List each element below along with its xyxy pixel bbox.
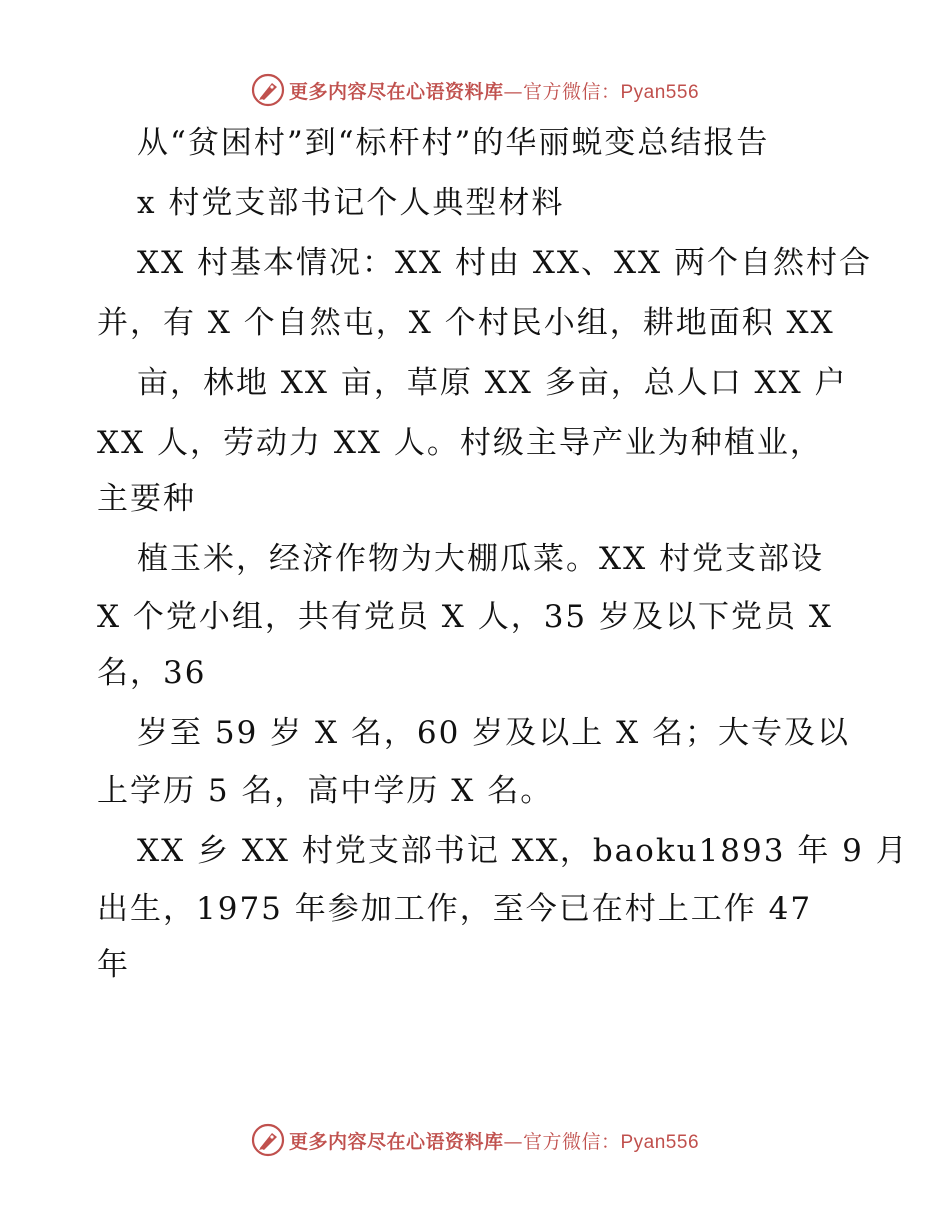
paragraph-line: XX 乡 XX 村党支部书记 XX，baoku1893 年 9 月 [137, 833, 909, 869]
paragraph-line: XX 人，劳动力 XX 人。村级主导产业为种植业， [97, 425, 823, 461]
banner-dash: — [503, 1130, 523, 1153]
paragraph-line: 并，有 X 个自然屯，X 个村民小组，耕地面积 XX [97, 305, 835, 341]
paragraph-line: X 个党小组，共有党员 X 人，35 岁及以下党员 X [97, 599, 833, 635]
banner-wechat-label: 官方微信： [522, 1130, 621, 1153]
paragraph-line: 植玉米，经济作物为大棚瓜菜。XX 村党支部设 [137, 541, 824, 577]
paragraph-line: 岁至 59 岁 X 名，60 岁及以上 X 名；大专及以 [137, 715, 851, 751]
banner-wechat-label: 官方微信： [522, 80, 621, 103]
banner-text [289, 1127, 699, 1154]
banner-wechat-id: Pyan556 [620, 81, 700, 103]
banner-title: 更多内容尽在心语资料库 [288, 80, 504, 103]
paragraph-line: 主要种 [97, 481, 196, 517]
banner-title: 更多内容尽在心语资料库 [288, 1130, 504, 1153]
banner-dash: — [503, 80, 523, 103]
document-subtitle: x 村党支部书记个人典型材料 [137, 185, 565, 221]
paragraph-line: 名，36 [97, 655, 207, 691]
paragraph-line: 上学历 5 名，高中学历 X 名。 [97, 773, 554, 809]
footer-banner [0, 1120, 950, 1160]
banner-wechat-id: Pyan556 [620, 1131, 700, 1153]
pen-nib-logo-icon [251, 1123, 285, 1157]
header-banner [0, 70, 950, 110]
paragraph-line: XX 村基本情况：XX 村由 XX、XX 两个自然村合 [137, 245, 872, 281]
paragraph-line: 年 [97, 947, 130, 983]
paragraph-line: 出生，1975 年参加工作，至今已在村上工作 47 [97, 891, 813, 927]
banner-text [289, 77, 699, 104]
pen-nib-logo-icon [251, 73, 285, 107]
document-title: 从“贫困村”到“标杆村”的华丽蜕变总结报告 [137, 125, 770, 161]
paragraph-line: 亩，林地 XX 亩，草原 XX 多亩，总人口 XX 户 [137, 365, 848, 401]
